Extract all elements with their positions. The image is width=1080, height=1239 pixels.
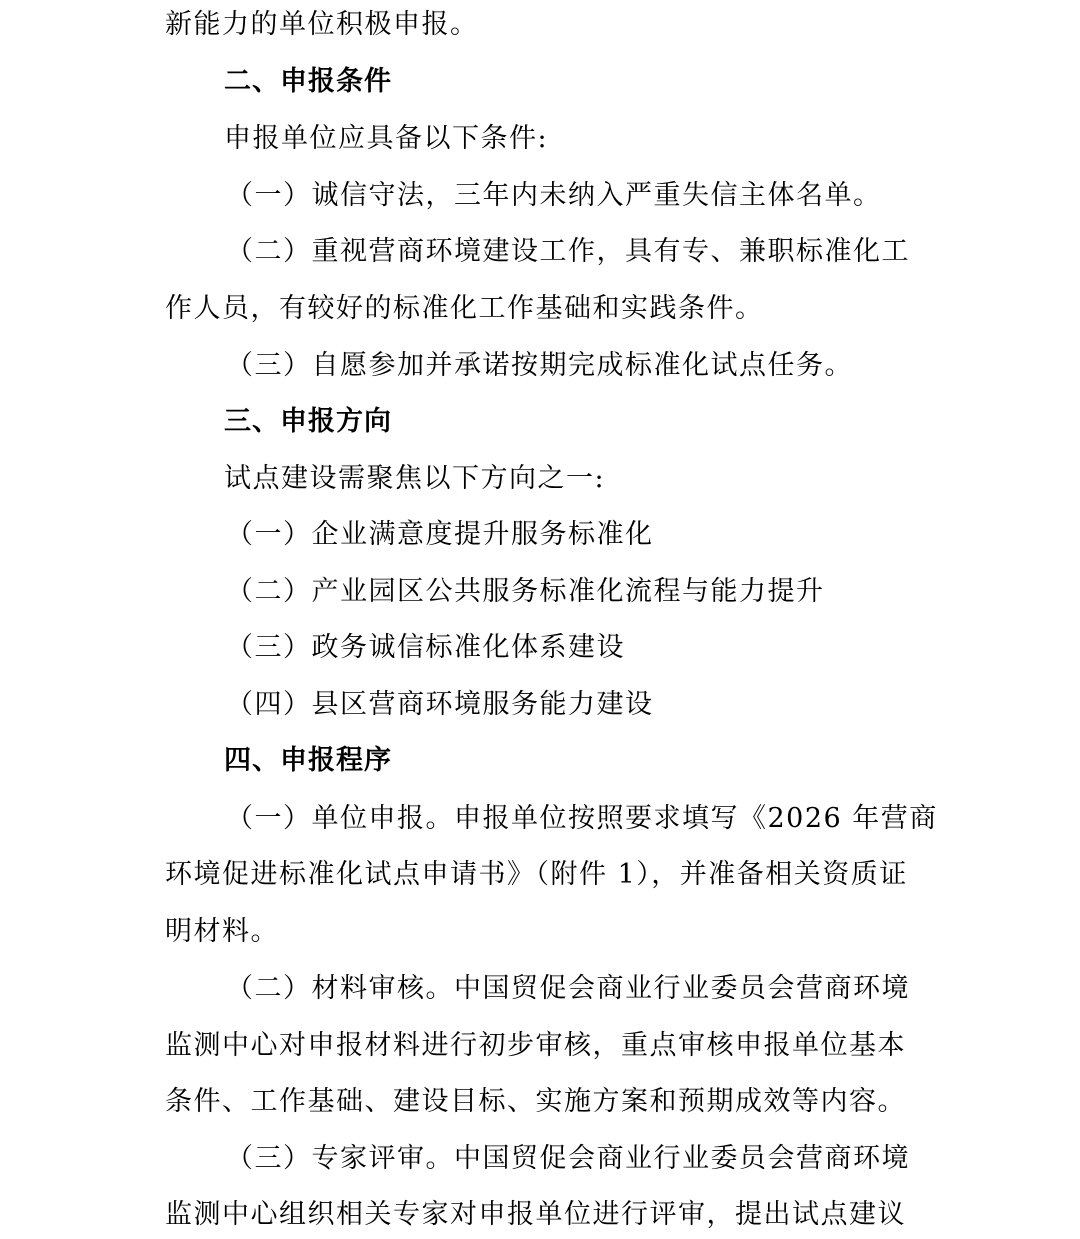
section-heading-conditions: 二、申报条件	[224, 66, 392, 97]
paragraph-line: 监测中心对申报材料进行初步审核，重点审核申报单位基本	[165, 1030, 906, 1061]
list-item: （四）县区营商环境服务能力建设	[226, 689, 654, 720]
list-item: （三）政务诚信标准化体系建设	[226, 632, 625, 663]
list-item: （一）单位申报。申报单位按照要求填写《2026 年营商	[226, 803, 938, 834]
list-item: （三）自愿参加并承诺按期完成标准化试点任务。	[226, 350, 853, 381]
paragraph-line: 监测中心组织相关专家对申报单位进行评审，提出试点建议	[165, 1199, 906, 1230]
list-item: （一）企业满意度提升服务标准化	[226, 519, 654, 550]
paragraph-line: 申报单位应具备以下条件:	[224, 123, 549, 154]
paragraph-line: 作人员，有较好的标准化工作基础和实践条件。	[165, 293, 764, 324]
list-item: （三）专家评审。中国贸促会商业行业委员会营商环境	[226, 1143, 910, 1174]
paragraph-line: 试点建设需聚焦以下方向之一:	[224, 463, 606, 494]
paragraph-line: 环境促进标准化试点申请书》（附件 1），并准备相关资质证	[165, 859, 908, 890]
section-heading-direction: 三、申报方向	[224, 406, 392, 437]
paragraph-line: 新能力的单位积极申报。	[165, 9, 479, 40]
list-item: （二）材料审核。中国贸促会商业行业委员会营商环境	[226, 973, 910, 1004]
section-heading-procedure: 四、申报程序	[224, 745, 392, 776]
list-item: （二）重视营商环境建设工作，具有专、兼职标准化工	[226, 236, 910, 267]
paragraph-line: 条件、工作基础、建设目标、实施方案和预期成效等内容。	[165, 1086, 906, 1117]
list-item: （一）诚信守法，三年内未纳入严重失信主体名单。	[226, 180, 882, 211]
list-item: （二）产业园区公共服务标准化流程与能力提升	[226, 576, 825, 607]
paragraph-line: 明材料。	[165, 916, 279, 947]
